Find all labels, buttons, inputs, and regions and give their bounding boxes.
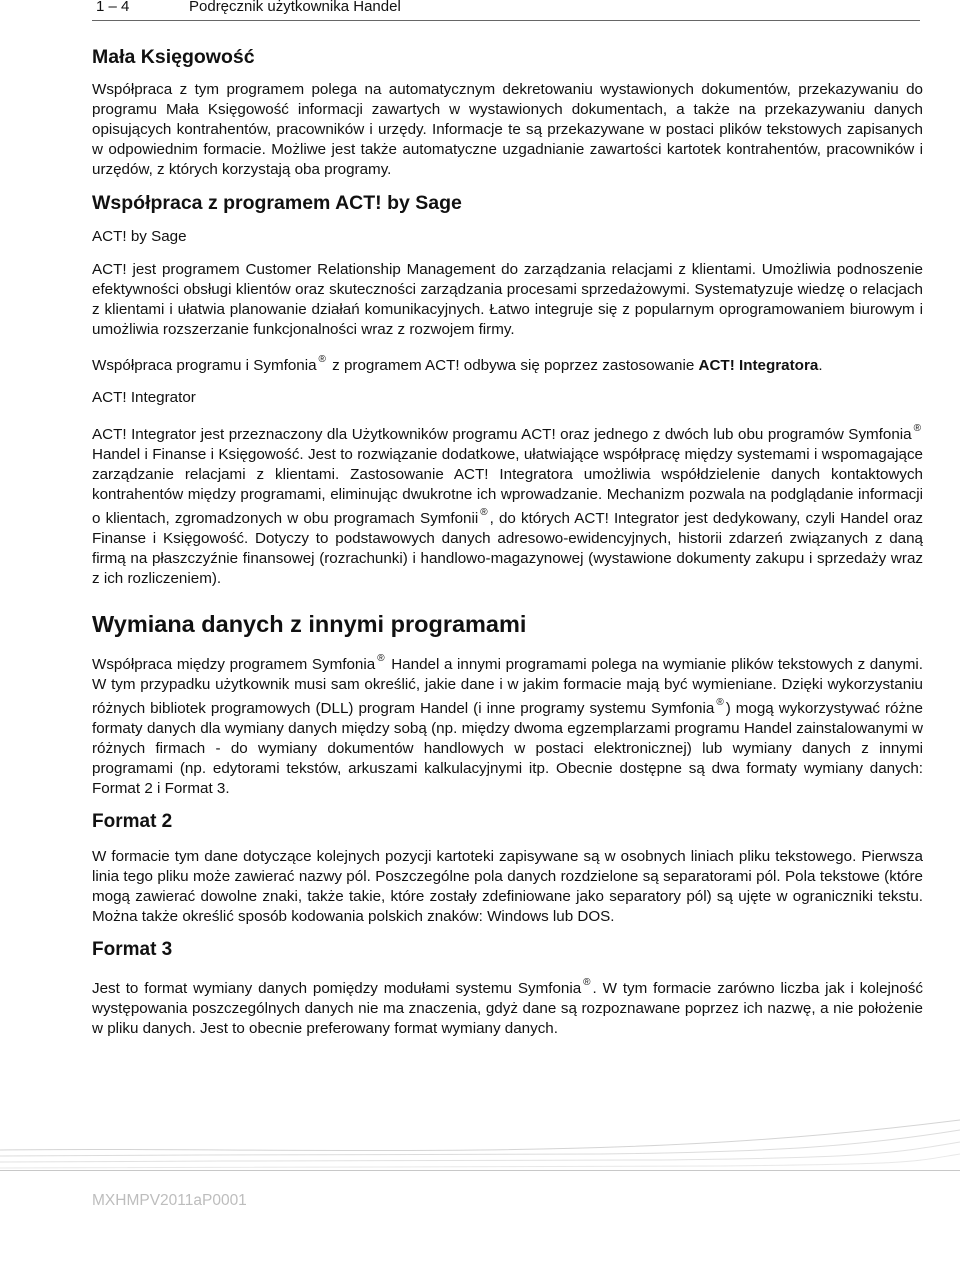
label-act-by-sage: ACT! by Sage [92, 228, 187, 245]
paragraph-act-description: ACT! jest programem Customer Relationship Management do zarządzania relacjami z klientami. Umożliwia podnoszenie efektywności obsługi klientów oraz skuteczności zarządzania procesami sprzedażowymi. Systematyzuje wiedzę o relacjach z klientami i ułatwia planowanie działań komunikacyjnych. Łatwo integruje się z popularnym oprogramowaniem biurowym i umożliwia rozszerzanie funkcjonalności wraz z rozwojem firmy. [92, 261, 923, 338]
page-header [92, 0, 920, 21]
footer-document-code: MXHMPV2011aP0001 [92, 1192, 247, 1209]
page-number: 1 – 4 [96, 0, 130, 15]
heading-format-3: Format 3 [92, 939, 173, 961]
header-title: Podręcznik użytkownika Handel [189, 0, 401, 15]
paragraph-act-cooperation: Współpraca programu i Symfonia ® z programem ACT! odbywa się poprzez zastosowanie ACT! Integratora. [92, 354, 823, 375]
page-content [92, 46, 923, 1051]
paragraph-mala-ksiegowosc: Współpraca z tym programem polega na automatycznym dekretowaniu wystawionych dokumentów, przekazywaniu do programu Mała Księgowość informacji zawartych w wystawionych dokumentach, a także na przekazywaniu danych opisujących kontrahentów, pracowników i urzędy. Informacje te są przekazywane w postaci plików tekstowych zapisanych w odpowiednim formacie. Możliwe jest także automatyczne uzgadnianie zawartości kartotek kontrahentów, pracowników i urzędów, z których korzystają oba programy. [92, 81, 923, 178]
footer-rule [0, 1170, 960, 1171]
label-act-integrator: ACT! Integrator [92, 389, 196, 407]
registered-mark: ® [913, 423, 921, 435]
registered-mark: ® [377, 653, 385, 665]
heading-data-exchange: Wymiana danych z innymi programami [92, 611, 527, 638]
registered-mark: ® [583, 977, 591, 989]
registered-mark: ® [480, 507, 488, 519]
heading-act-cooperation: Współpraca z programem ACT! by Sage [92, 192, 462, 214]
paragraph-data-exchange: Współpraca między programem Symfonia ® Handel a innymi programami polega na wymianie plików tekstowych z danymi. W tym przypadku użytkownik musi sam określić, jakie dane i w jakim formacie mają być wymieniane. Dzięki wykorzystaniu różnych bibliotek programowych (DLL) program Handel (i inne programy systemu Symfonia ® ) mogą wykorzystywać różne formaty danych dla wymiany danych między sobą (np. między dwoma egzemplarzami programu Handel zainstalowanymi w różnych firmach - do wymiany dokumentów handlowych w postaci elektronicznej) lub wymiany danych z innymi programami (np. edytorami tekstów, arkuszami kalkulacyjnymi itp. Obecnie dostępne są dwa formaty wymiany danych: Format 2 i Format 3. [92, 653, 923, 798]
registered-mark: ® [318, 354, 326, 365]
paragraph-format-3: Jest to format wymiany danych pomiędzy modułami systemu Symfonia ® . W tym formacie zarówno liczba jak i kolejność występowania poszczególnych danych nie ma znaczenia, gdyż dane są rozpoznawane poprzez ich nazwę, a nie położenie w pliku danych. Jest to obecnie preferowany format wymiany danych. [92, 977, 923, 1038]
registered-mark: ® [716, 697, 724, 709]
paragraph-format-2: W formacie tym dane dotyczące kolejnych pozycji kartoteki zapisywane są w osobnych liniach pliku tekstowego. Pierwsza linia tego pliku może zawierać nazwy pól. Poszczególne pola danych rozdzielone są separatorami pól. Pola tekstowe (które mogą zawierać dowolne znaki, także takie, które zostały zdefiniowane jako separatory pól) są ujęte w ograniczniki tekstu. Można także określić sposób kodowania polskich znaków: Windows lub DOS. [92, 848, 923, 926]
heading-mala-ksiegowosc: Mała Księgowość [92, 46, 255, 68]
heading-format-2: Format 2 [92, 811, 173, 833]
paragraph-act-integrator: ACT! Integrator jest przeznaczony dla Użytkowników programu ACT! oraz jednego z dwóch lub obu programów Symfonia ® Handel i Finanse i Księgowość. Jest to rozwiązanie dodatkowe, ułatwiające współpracę między systemami i wspomagające zarządzanie relacjami z klientami. Zastosowanie ACT! Integratora umożliwia współdzielenie danych kontaktowych kontrahentów między programami, eliminując dwukrotne ich wprowadzanie. Mechanizm pozwala na podglądanie informacji o klientach, zgromadzonych w obu programach Symfonii ® , do których ACT! Integrator jest dedykowany, czyli Handel oraz Finanse i Księgowość. Dotyczy to podstawowych danych adresowo-ewidencyjnych, historii zdarzeń związanych z daną firmą na płaszczyźnie finansowej (rozrachunki) i handlowo-magazynowej (wystawione dokumenty zakupu i sprzedaży wraz z ich rozliczeniem). [92, 423, 923, 588]
